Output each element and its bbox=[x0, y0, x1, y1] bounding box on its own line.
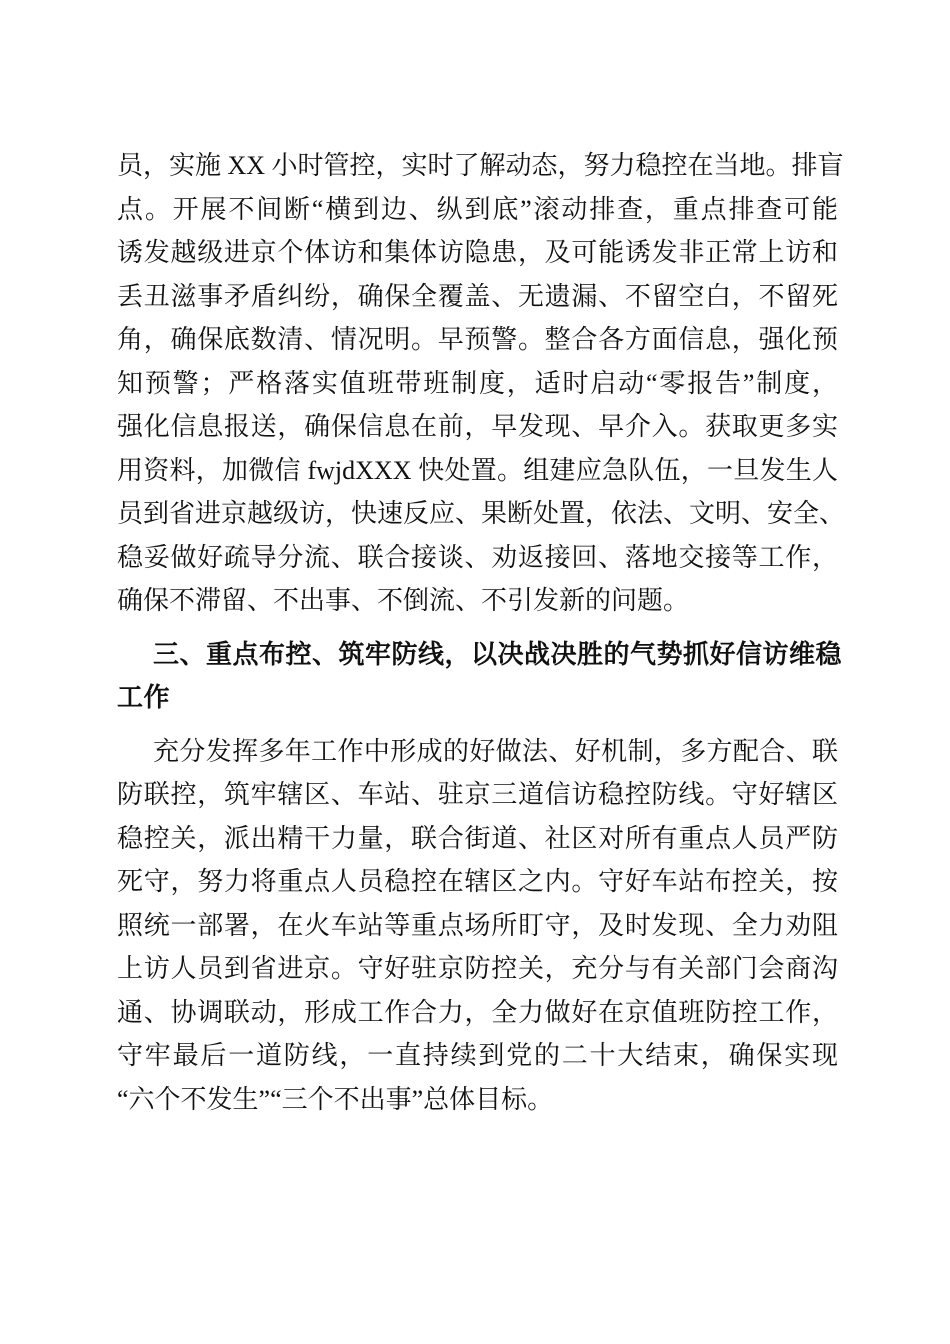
body-text-line: 守牢最后一道防线，一直持续到党的二十大结束，确保实现 bbox=[117, 1041, 838, 1070]
body-text-line: “六个不发生”“三个不出事”总体目标。 bbox=[117, 1084, 554, 1114]
body-text-line: 稳控关，派出精干力量，联合街道、社区对所有重点人员严防 bbox=[117, 823, 838, 853]
body-text-line: 员到省进京越级访，快速反应、果断处置，依法、文明、安全、 bbox=[117, 499, 846, 528]
body-text-line: 照统一部署，在火车站等重点场所盯守，及时发现、全力劝阻 bbox=[117, 910, 838, 940]
body-text-line: 强化信息报送，确保信息在前，早发现、早介入。获取更多实 bbox=[117, 412, 838, 441]
body-text-line: 丢丑滋事矛盾纠纷，确保全覆盖、无遗漏、不留空白，不留死 bbox=[117, 281, 838, 311]
section-heading bbox=[117, 633, 843, 720]
paragraph-continuation bbox=[117, 144, 846, 623]
body-text-line: 上访人员到省进京。守好驻京防控关，充分与有关部门会商沟 bbox=[117, 954, 838, 983]
body-text-line: 确保不滞留、不出事、不倒流、不引发新的问题。 bbox=[117, 586, 690, 615]
body-text-line: 充分发挥多年工作中形成的好做法、好机制，多方配合、联 bbox=[153, 736, 838, 766]
heading-text-line: 三、重点布控、筑牢防线，以决战决胜的气势抓好信访维稳 bbox=[153, 638, 843, 669]
body-text-line: 用资料，加微信 fwjdXXX 快处置。组建应急队伍，一旦发生人 bbox=[117, 455, 838, 485]
body-text-line: 防联控，筑牢辖区、车站、驻京三道信访稳控防线。守好辖区 bbox=[117, 780, 838, 809]
body-text-line: 角，确保底数清、情况明。早预警。整合各方面信息，强化预 bbox=[117, 325, 838, 354]
heading-text-line: 工作 bbox=[117, 682, 171, 712]
body-text-line: 点。开展不间断“横到边、纵到底”滚动排查，重点排查可能 bbox=[117, 194, 838, 224]
body-text-line: 稳妥做好疏导分流、联合接谈、劝返接回、落地交接等工作， bbox=[117, 542, 838, 572]
body-text-line: 知预警；严格落实值班带班制度，适时启动“零报告”制度， bbox=[117, 368, 838, 398]
paragraph-two bbox=[117, 730, 838, 1122]
body-text-line: 死守，努力将重点人员稳控在辖区之内。守好车站布控关，按 bbox=[117, 867, 838, 896]
body-text-line: 通、协调联动，形成工作合力，全力做好在京值班防控工作， bbox=[117, 997, 838, 1027]
body-text-line: 员，实施 XX 小时管控，实时了解动态，努力稳控在当地。排盲 bbox=[117, 151, 844, 180]
body-text-line: 诱发越级进京个体访和集体访隐患，及可能诱发非正常上访和 bbox=[117, 238, 838, 267]
